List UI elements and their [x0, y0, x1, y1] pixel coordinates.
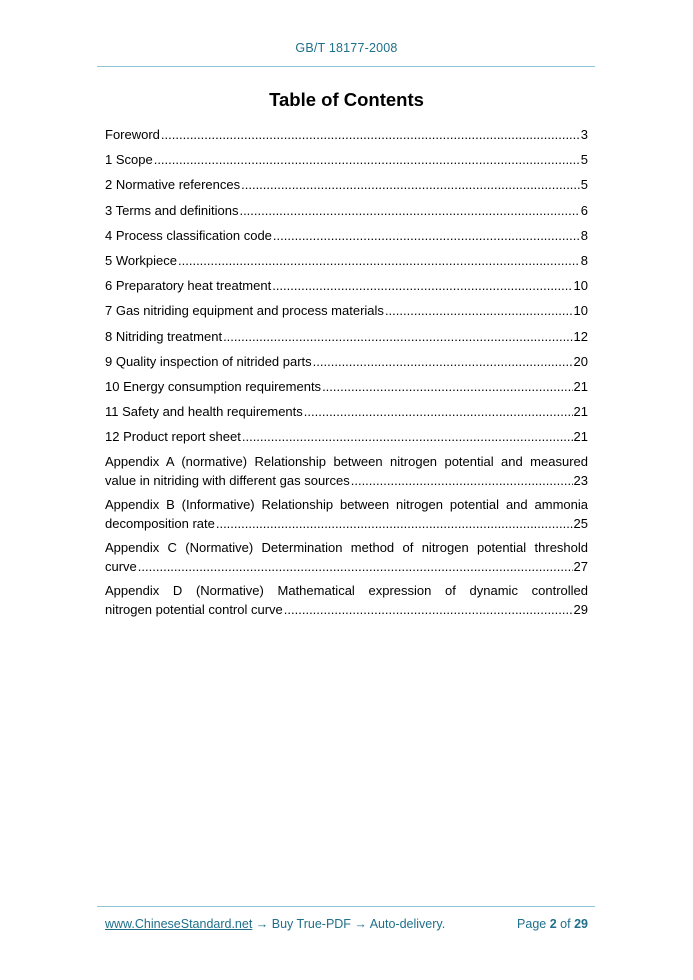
toc-leader-dots: [385, 301, 573, 320]
of-word: of: [560, 917, 571, 931]
table-of-contents: [105, 125, 588, 624]
toc-appendix-title: Appendix D (Normative) Mathematical expression of dynamic controlled: [105, 583, 588, 599]
toc-leader-dots: [178, 251, 580, 270]
total-page-number: 29: [574, 917, 588, 931]
toc-appendix-title-cont: nitrogen potential control curve: [105, 602, 283, 618]
toc-appendix-entry[interactable]: [105, 538, 588, 576]
toc-entry[interactable]: [105, 377, 588, 396]
toc-appendix-entry[interactable]: [105, 495, 588, 533]
toc-entry-page: 25: [573, 516, 588, 532]
toc-entry[interactable]: [105, 175, 588, 194]
toc-entry-page: 27: [573, 559, 588, 575]
toc-appendix-title-cont: decomposition rate: [105, 516, 215, 532]
toc-entry-page: 10: [573, 278, 588, 294]
toc-appendix-title: Appendix B (Informative) Relationship between nitrogen potential and ammonia: [105, 497, 588, 513]
toc-entry[interactable]: [105, 352, 588, 371]
footer-tagline: → Buy True-PDF → Auto-delivery.: [252, 917, 446, 931]
toc-entry-label: 3 Terms and definitions: [105, 202, 239, 218]
toc-entry-page: 21: [573, 378, 588, 394]
page-footer: [105, 917, 588, 931]
toc-leader-dots: [241, 175, 580, 194]
toc-entry[interactable]: [105, 402, 588, 421]
toc-entry-page: 20: [573, 353, 588, 369]
toc-entry-label: 1 Scope: [105, 152, 153, 168]
page-counter: [517, 917, 588, 931]
toc-entry-label: Foreword: [105, 127, 160, 142]
page-word: Page: [517, 917, 547, 931]
toc-leader-dots: [138, 557, 573, 576]
toc-leader-dots: [242, 427, 573, 446]
toc-entry-page: 23: [573, 473, 588, 489]
toc-leader-dots: [239, 201, 579, 220]
header-divider: [97, 66, 595, 67]
toc-entry-page: 10: [573, 303, 588, 319]
toc-entry-page: 12: [573, 328, 588, 344]
toc-entry[interactable]: [105, 327, 588, 346]
toc-entry-page: 3: [580, 127, 588, 142]
toc-appendix-title: Appendix A (normative) Relationship between nitrogen potential and measured: [105, 454, 588, 470]
toc-entry-page: 5: [580, 177, 588, 193]
footer-promo: [105, 917, 445, 931]
toc-leader-dots: [216, 514, 573, 533]
toc-entry-label: 2 Normative references: [105, 177, 241, 193]
toc-entry[interactable]: [105, 226, 588, 245]
toc-entry[interactable]: [105, 427, 588, 446]
toc-appendix-title: Appendix C (Normative) Determination method of nitrogen potential threshold: [105, 540, 588, 556]
toc-entry[interactable]: [105, 125, 588, 144]
toc-entry[interactable]: [105, 301, 588, 320]
toc-entry-label: 6 Preparatory heat treatment: [105, 278, 272, 294]
toc-entry-page: 21: [573, 404, 588, 420]
website-link[interactable]: www.ChineseStandard.net: [105, 917, 253, 931]
toc-leader-dots: [223, 327, 572, 346]
current-page-number: 2: [549, 917, 557, 931]
toc-leader-dots: [322, 377, 572, 396]
toc-entry-page: 29: [573, 602, 588, 618]
toc-leader-dots: [272, 276, 572, 295]
toc-appendix-title-cont: curve: [105, 559, 137, 575]
toc-entry-label: 5 Workpiece: [105, 252, 178, 268]
toc-entry[interactable]: [105, 251, 588, 270]
toc-entry-page: 21: [573, 429, 588, 445]
toc-entry-label: 7 Gas nitriding equipment and process materials: [105, 303, 384, 319]
toc-entry-label: 9 Quality inspection of nitrided parts: [105, 353, 312, 369]
toc-entry-label: 11 Safety and health requirements: [105, 404, 303, 420]
toc-entry-label: 8 Nitriding treatment: [105, 328, 223, 344]
toc-appendix-entry[interactable]: [105, 452, 588, 490]
toc-leader-dots: [313, 352, 573, 371]
toc-entry-label: 12 Product report sheet: [105, 429, 241, 445]
toc-entry-page: 8: [580, 227, 588, 243]
toc-entry-label: 4 Process classification code: [105, 227, 272, 243]
toc-leader-dots: [161, 125, 580, 144]
footer-divider: [97, 906, 595, 907]
toc-leader-dots: [284, 600, 573, 619]
toc-appendix-entry[interactable]: [105, 581, 588, 619]
toc-entry[interactable]: [105, 276, 588, 295]
toc-leader-dots: [154, 150, 580, 169]
toc-leader-dots: [273, 226, 580, 245]
document-id-header: GB/T 18177-2008: [295, 41, 398, 55]
toc-appendix-title-cont: value in nitriding with different gas sources: [105, 473, 350, 489]
toc-entry[interactable]: [105, 150, 588, 169]
toc-entry-page: 8: [580, 252, 588, 268]
toc-leader-dots: [304, 402, 573, 421]
toc-entry-label: 10 Energy consumption requirements: [105, 378, 322, 394]
toc-entry[interactable]: [105, 201, 588, 220]
toc-entry-page: 5: [580, 152, 588, 168]
toc-entry-page: 6: [580, 202, 588, 218]
toc-leader-dots: [351, 471, 573, 490]
page-title: Table of Contents: [269, 89, 424, 110]
